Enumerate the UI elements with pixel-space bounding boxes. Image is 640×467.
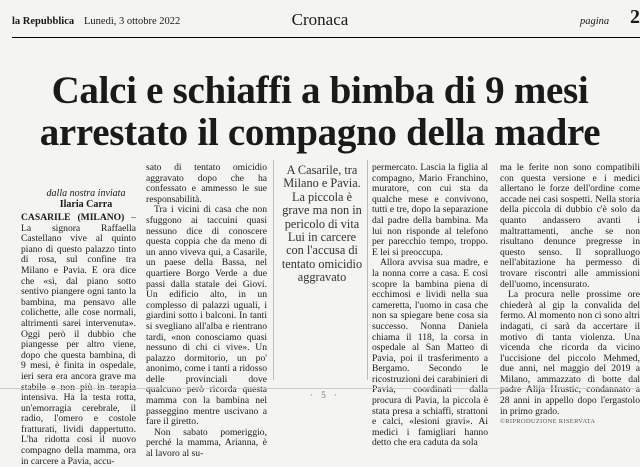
lead-paragraph: [21, 213, 136, 467]
byline-author: Ilaria Carra: [59, 199, 113, 210]
dateline: CASARILE (MILANO): [21, 212, 125, 223]
header-rule: [12, 37, 640, 38]
paragraph: La procura nelle prossime ore chiederà al gip la convalida del fermo. Al momento non ci sono altri indagati, ci sarà da accertare il motivo di tanta violenza. Una vicenda che ricorda da vicino l'uccisione del piccolo Mehmed, due anni, nel maggio del 2019 a Milano, ammazzato di botte dal padre Alija Hrustic, condannato a 28 anni in appello dopo l'ergastolo in primo grado.: [500, 289, 640, 417]
byline-role: dalla nostra inviata: [46, 188, 126, 199]
page-header: [0, 0, 640, 44]
paragraph: Tra i vicini di casa che non sfuggono ai taccuini quasi nessuno dice di conoscere questa coppia che da meno di un anno viveva qui, a Casarile, un paese della Bassa, nel quartiere Borgo Verde a due passi dalla statale dei Giovi. Un edificio alto, in un complesso di palazzi uguali, i giardini sotto i balconi. In tanti si svegliano all'alba e rientrano tardi, «non conosciamo quasi nessuno di chi ci vive». Un palazzo dormitorio, un po' anonimo, come i tanti a ridosso delle provinciali dove qualcuno però ricorda questa mamma con la bambina nel passeggino mentre uscivano a fare il giretto.: [146, 204, 267, 428]
page-number: 2: [630, 6, 640, 28]
copyright-signoff: ©RIPRODUZIONE RISERVATA: [500, 418, 596, 426]
pull-quote: A Casarile, tra Milano e Pavia. La piccola è grave ma non in pericolo di vita Lui in carcere con l'accusa di tentato omicidio aggravato: [281, 163, 363, 285]
paragraph: Allora avvisa sua madre, e la nonna corre a casa. E così scopre la bambina piena di ecchimosi e lividi nella sua cameretta, l'uomo in casa che non sa spiegare bene cosa sia successo. Nonna Daniela chiama il 118, la corsa in ospedale al San Matteo di Pavia, poi il trasferimento a Bergamo. Secondo le ricostruzioni dei carabinieri di Pavia, coordinati dalla procura di Pavia, la piccola è stata presa a schiaffi, strattoni e calci, «lesioni gravi». Ai medici i famigliari hanno detto che era caduta da sola: [372, 257, 488, 449]
byline: [36, 188, 136, 210]
page-label: pagina: [580, 16, 610, 27]
section-title: Cronaca: [291, 10, 349, 29]
lead-text: – La signora Raffaella Castellano vive al quinto piano di questo palazzo tinto di rosa, sul confine tra Milano e Pavia. E ora dice che «sì, dal piano sotto sentivo piangere ogni tanto la bambina, ma pensavo alle colichette, alle cose normali, altrimenti sarei intervenuta». Oggi però il dubbio che piangesse per altro viene, dopo che questa bambina, di 9 mesi, è finita in ospedale, ieri sera era ancora grave ma stabile e non più in terapia intensiva. Ha la testa rotta, un'emorragia cerebrale, il radio, l'omero e costole fratturati, lividi dappertutto. L'ha ridotta così il nuovo compagno della mamma, ora in carcere a Pavia, accu-: [21, 212, 136, 467]
pull-quote-divider-right: [367, 160, 368, 380]
headline: [0, 70, 640, 154]
article-column-1: [21, 213, 136, 467]
paragraph: permercato. Lascia la figlia al compagno, Mario Franchino, muratore, con cui sta da qualche mese e convivono, tutti e tre, dopo la separazione dal padre della bambina. Ma lui non risponde al telefono per parecchio tempo, troppo. E lei si preoccupa.: [372, 162, 488, 258]
paragraph: Non sabato pomeriggio, perché la mamma, Arianna, è al lavoro al su-: [146, 426, 267, 460]
issue-date: Lunedì, 3 ottobre 2022: [84, 16, 181, 27]
headline-line-1: Calci e schiaffi a bimba di 9 mesi: [51, 69, 589, 112]
article-column-3: [372, 163, 488, 449]
newspaper-brand: la Repubblica: [12, 16, 75, 27]
article-column-2: [146, 163, 267, 460]
headline-line-2: arrestato il compagno della madre: [39, 111, 601, 154]
paragraph: sato di tentato omicidio aggravato dopo che ha confessato e ammesso le sue responsabilità.: [146, 162, 267, 205]
footer-mark: · 5 ·: [310, 390, 340, 400]
paragraph: ma le ferite non sono compatibili con questa versione e i medici allertano le forze dell'ordine come accade nei casi sospetti. Nella storia della piccola di dubbio c'è solo da quanto andassero avanti i maltrattamenti, anche se non risultano denunce pregresse in questo senso. Il sopralluogo nell'abitazione ha permesso di trovare riscontri alle ammissioni dell'uomo, incensurato.: [500, 162, 640, 290]
pull-quote-divider-left: [273, 160, 274, 380]
page-footer: [0, 388, 640, 401]
